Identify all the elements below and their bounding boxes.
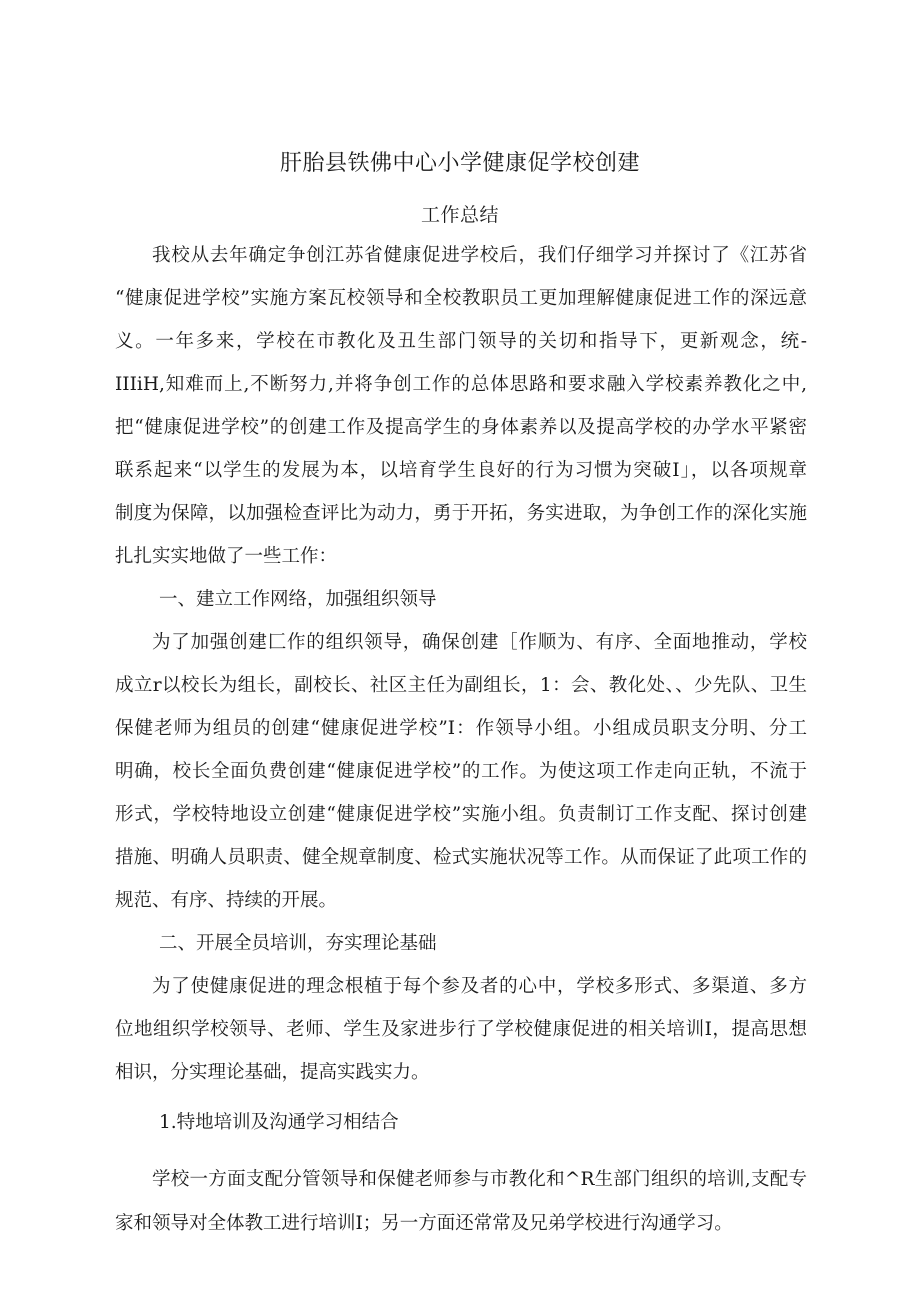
section2-heading: 二、开展全员培训，夯实理论基础: [159, 933, 437, 954]
section1-line-1: 为了加强创建匚作的组织领导，确保创建［作顺为、有序、全面地推动，学校: [152, 632, 807, 653]
section1-line-2: 成立r以校长为组长，副校长、社区主任为副组长，1：会、教化处、、少先队、卫生: [115, 675, 807, 696]
section2-line-3: 相识，分实理论基础，提高实践实力。: [115, 1062, 430, 1083]
section1-line-5: 形式，学校特地设立创建“健康促进学校”实施小组。负责制订工作支配、探讨创建: [115, 804, 807, 825]
intro-line-4: IIIiH,知难而上,不断努力,并将争创工作的总体思路和要求融入学校素养教化之中,: [115, 374, 807, 395]
subsection1-heading: 1.特地培训及沟通学习相结合: [159, 1112, 399, 1133]
section1-line-7: 规范、有序、持续的开展。: [115, 890, 338, 911]
section2-line-1: 为了使健康促进的理念根植于每个参及者的心中，学校多形式、多渠道、多方: [152, 976, 807, 997]
subsection1-line-2: 家和领导对全体教工进行培训I；另一方面还常常及兄弟学校进行沟通学习。: [115, 1213, 733, 1234]
subsection1-line-1: 学校一方面支配分管领导和保健老师参与市教化和^R生部门组织的培训,支配专: [152, 1169, 807, 1190]
section1-line-3: 保健老师为组员的创建“健康促进学校”I：作领导小组。小组成员职支分明、分工: [115, 718, 807, 739]
section1-heading: 一、建立工作网络，加强组织领导: [159, 589, 437, 610]
section1-line-4: 明确，校长全面负费创建“健康促进学校”的工作。为使这项工作走向正轨，不流于: [115, 761, 807, 782]
intro-line-7: 制度为保障，以加强检查评比为动力，勇于开拓，务实进取，为争创工作的深化实施: [115, 503, 807, 524]
section1-line-6: 措施、明确人员职责、健全规章制度、检式实施状况等工作。从而保证了此项工作的: [115, 847, 807, 868]
document-subtitle: 工作总结: [420, 204, 499, 226]
document-title: 肝胎县铁佛中心小学健康促学校创建: [279, 151, 640, 176]
intro-line-5: 把“健康促进学校”的创建工作及提高学生的身体素养以及提高学校的办学水平紧密: [115, 417, 807, 438]
intro-line-3: 义。一年多来，学校在市教化及丑生部门领导的关切和指导下，更新观念，统-: [115, 331, 807, 352]
intro-line-1: 我校从去年确定争创江苏省健康促进学校后，我们仔细学习并探讨了《江苏省: [152, 245, 807, 266]
intro-line-2: “健康促进学校”实施方案瓦校领导和全校教职员工更加理解健康促进工作的深远意: [115, 288, 807, 309]
intro-line-8: 扎扎实实地做了一些工作：: [115, 546, 338, 567]
section2-line-2: 位地组织学校领导、老师、学生及家进步行了学校健康促进的相关培训I，提高思想: [115, 1019, 807, 1040]
intro-line-6: 联系起来“以学生的发展为本，以培育学生良好的行为习惯为突破I」，以各项规章: [115, 460, 807, 481]
